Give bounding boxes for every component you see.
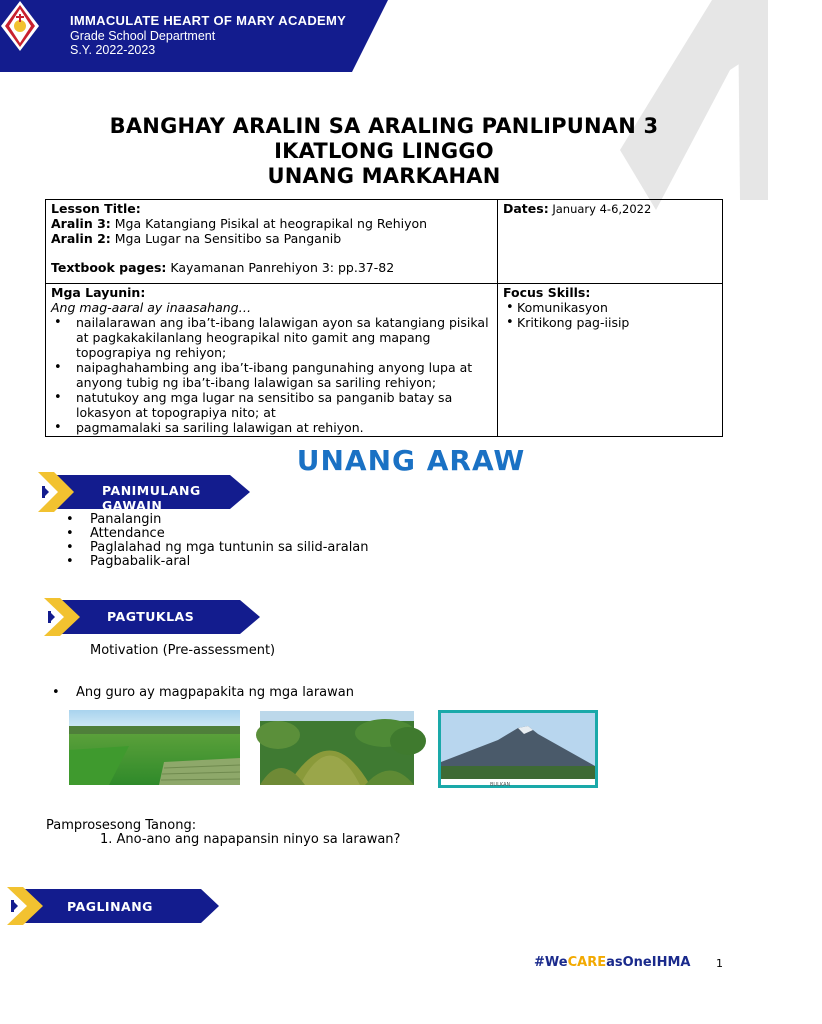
skills-list <box>503 300 717 330</box>
page-number: 1 <box>716 957 723 970</box>
photo-caption: BULKAN <box>490 782 511 788</box>
motivation-text: Motivation (Pre-assessment) <box>90 643 276 658</box>
aralin3-label: Aralin 3: <box>51 216 111 231</box>
lesson-title-cell <box>46 200 498 284</box>
section-banner-pagtuklas <box>42 598 262 638</box>
hashtag-care: CARE <box>567 955 607 970</box>
list-item: • Attendance <box>66 527 369 541</box>
objectives-cell <box>46 284 498 437</box>
department-name: Grade School Department <box>70 29 216 43</box>
skills-label: Focus Skills: <box>503 285 591 300</box>
list-item: • Ang guro ay magpapakita ng mga larawan <box>52 686 354 700</box>
objective-item: • natutukoy ang mga lugar na sensitibo sa panganib batay sa lokasyon at topograpiya nito; at <box>51 390 492 420</box>
objectives-label: Mga Layunin: <box>51 285 146 300</box>
objective-item: • nailalarawan ang iba’t-ibang lalawigan ayon sa katangiang pisikal at pagkakakilanlang heograpikal nito gamit ang mapang topograpiya ng rehiyon; <box>51 315 492 360</box>
panimulang-list <box>66 513 369 569</box>
objective-item: • naipaghahambing ang iba’t-ibang pangunahing anyong lupa at anyong tubig ng iba’t-ibang lalawigan sa sariling rehiyon; <box>51 360 492 390</box>
chocolate-hills-photo <box>260 711 414 785</box>
dates-value: January 4-6,2022 <box>548 202 652 216</box>
skill-item: • Komunikasyon <box>503 300 717 315</box>
header-banner <box>0 0 390 72</box>
list-item: • Paglalahad ng mga tuntunin sa silid-aralan <box>66 541 369 555</box>
section-banner-panimulang <box>36 472 254 512</box>
dates-label: Dates: <box>503 201 549 216</box>
page-title: BANGHAY ARALIN SA ARALING PANLIPUNAN 3 <box>109 114 659 138</box>
lesson-title-label: Lesson Title: <box>51 201 141 216</box>
page-subtitle-week: IKATLONG LINGGO <box>274 139 494 163</box>
hashtag-we: #We <box>534 955 568 970</box>
textbook-text: Kayamanan Panrehiyon 3: pp.37-82 <box>166 260 395 275</box>
footer-hashtag <box>534 955 690 970</box>
dates-cell <box>498 200 723 284</box>
aralin2-text: Mga Lugar na Sensitibo sa Panganib <box>110 231 342 246</box>
aralin2-label: Aralin 2: <box>51 231 111 246</box>
school-name: IMMACULATE HEART OF MARY ACADEMY <box>70 13 347 28</box>
section-label-panimulang: PANIMULANG GAWAIN <box>102 483 201 513</box>
skill-item: • Kritikong pag-iisip <box>503 315 717 330</box>
hashtag-rest: asOneIHMA <box>606 955 691 970</box>
objectives-list <box>51 315 492 435</box>
section-banner-paglinang <box>5 887 221 927</box>
objectives-intro: Ang mag-aaral ay inaasahang… <box>51 300 252 315</box>
school-year: S.Y. 2022-2023 <box>70 43 156 57</box>
list-item: • Panalangin <box>66 513 369 527</box>
list-item: • Pagbabalik-aral <box>66 555 369 569</box>
day-heading: UNANG ARAW <box>296 444 526 477</box>
school-logo-icon <box>0 0 40 52</box>
lesson-table <box>45 199 723 437</box>
guro-list <box>52 686 354 700</box>
pamprosesong-label: Pamprosesong Tanong: <box>46 818 197 833</box>
page-subtitle-quarter: UNANG MARKAHAN <box>267 164 501 188</box>
textbook-label: Textbook pages: <box>51 260 167 275</box>
pamprosesong-question-1: 1. Ano-ano ang napapansin ninyo sa larawan? <box>100 832 401 847</box>
objective-item: • pagmamalaki sa sariling lalawigan at rehiyon. <box>51 420 492 435</box>
section-label-pagtuklas: PAGTUKLAS <box>107 609 195 624</box>
ricefield-photo <box>69 710 240 785</box>
volcano-photo <box>438 710 598 788</box>
section-label-paglinang: PAGLINANG <box>67 899 153 914</box>
skills-cell <box>498 284 723 437</box>
aralin3-text: Mga Katangiang Pisikal at heograpikal ng Rehiyon <box>110 216 428 231</box>
